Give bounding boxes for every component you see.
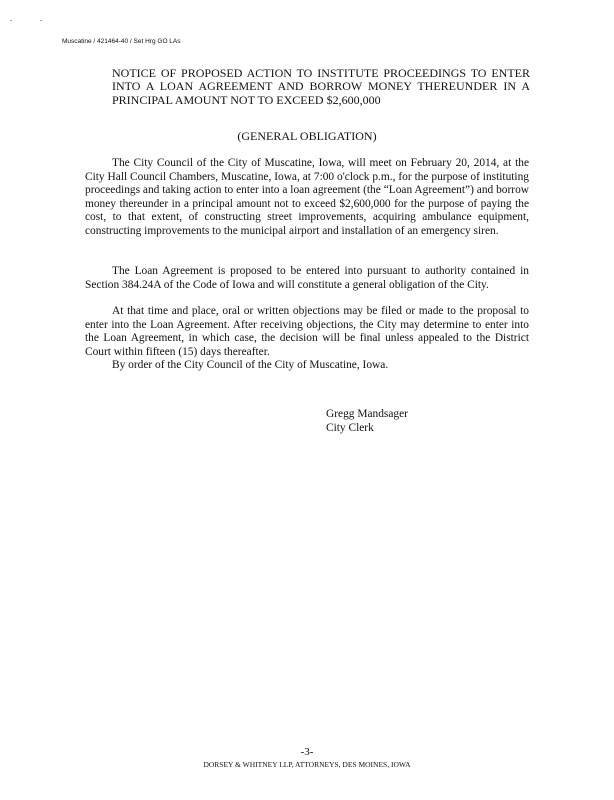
paragraph-authority: The Loan Agreement is proposed to be entered into pursuant to authority contained in Section 384.24A of the Code of Iowa and will constitute a general obligation of the City. [85, 265, 529, 291]
notice-title: NOTICE OF PROPOSED ACTION TO INSTITUTE PROCEEDINGS TO ENTER INTO A LOAN AGREEMENT AND BORROW MONEY THEREUNDER IN A PRINCIPAL AMOUNT NOT TO EXCEED $2,600,000 [112, 66, 530, 107]
signature-name: Gregg Mandsager [326, 408, 408, 420]
document-header: Muscatine / 421464-40 / Set Hrg GO LAs [62, 38, 181, 45]
paragraph-objections: At that time and place, oral or written objections may be filed or made to the proposal to enter into the Loan Agreement. After receiving objections, the City may determine to enter into the Loan Agreement, in which case, the decision will be final unless appealed to the District Court within fifteen (15) days thereafter. [85, 305, 529, 358]
paragraph-meeting: The City Council of the City of Muscatine, Iowa, will meet on February 20, 2014, at the City Hall Council Chambers, Muscatine, Iowa, at 7:00 o'clock p.m., for the purpose of instituting proceedings and taking action to enter into a loan agreement (the “Loan Agreement”) and borrow money thereunder in a principal amount not to exceed $2,600,000 for the purpose of paying the cost, to that extent, of constructing street improvements, acquiring ambulance equipment, constructing improvements to the municipal airport and installation of an emergency siren. [85, 157, 529, 237]
notice-subtitle: (GENERAL OBLIGATION) [237, 129, 377, 143]
signature-title: City Clerk [326, 422, 374, 434]
page-number: -3- [300, 746, 314, 758]
scan-marks: .. [10, 14, 70, 23]
paragraph-order: By order of the City Council of the City of Muscatine, Iowa. [112, 359, 389, 371]
document-footer: DORSEY & WHITNEY LLP, ATTORNEYS, DES MOINES, IOWA [203, 760, 411, 769]
